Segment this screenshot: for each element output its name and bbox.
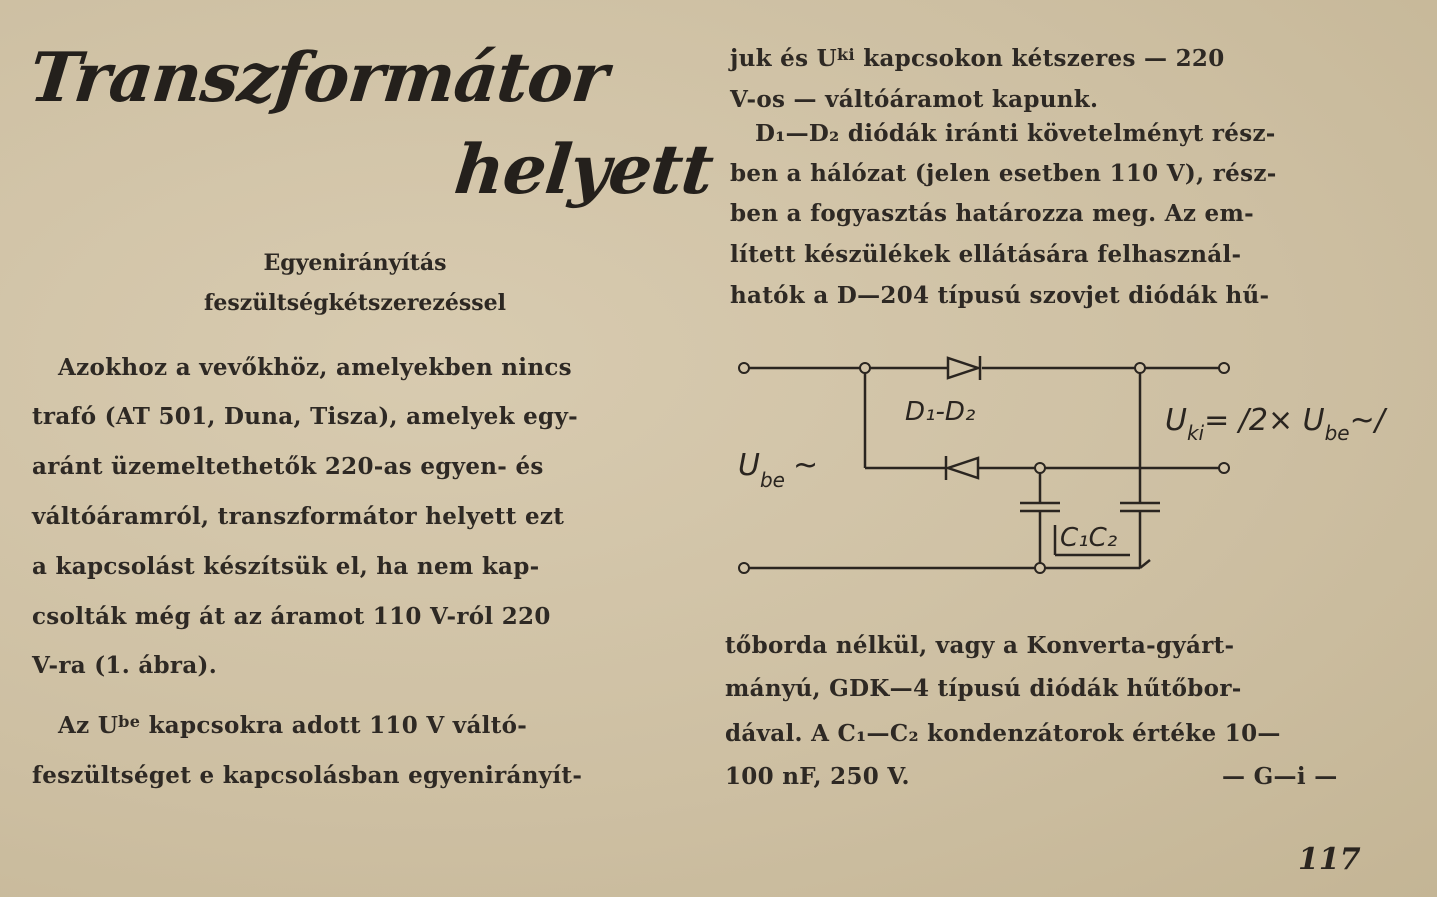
output-label: $U_{ki}= /2\times$ $U_{be}\sim/$ <box>1165 403 1385 445</box>
left-line-6: csolták még át az áramot 110 V-ról 220 <box>32 603 551 630</box>
left-line-1: Azokhoz a vevőkhöz, amelyekben nincs <box>58 354 572 381</box>
right-line-7: hatók a D—204 típusú szovjet diódák hű- <box>730 282 1270 309</box>
right-line-3: D₁—D₂ diódák iránti követelményt rész- <box>755 120 1276 147</box>
ube-subscript: be <box>118 712 141 731</box>
right-line-2: V-os — váltóáramot kapunk. <box>730 86 1099 113</box>
uki-subscript: ki <box>837 45 855 64</box>
right-line-5: ben a fogyasztás határozza meg. Az em- <box>730 200 1254 227</box>
left-line-2: trafó (AT 501, Duna, Tisza), amelyek egy- <box>32 403 578 430</box>
left-line-7: V-ra (1. ábra). <box>32 652 218 679</box>
right-line-6: lített készülékek ellátására felhasznál- <box>730 241 1242 268</box>
left-line-4: váltóáramról, transzformátor helyett ezt <box>32 503 565 530</box>
left-line-3: aránt üzemeltethetők 220-as egyen- és <box>32 453 544 480</box>
capacitor-label: C₁C₂ <box>1060 523 1118 553</box>
right-bottom-line-2: mányú, GDK—4 típusú diódák hűtőbor- <box>725 675 1242 702</box>
page-number: 117 <box>1298 842 1361 877</box>
title-line-2: helyett <box>450 130 717 210</box>
left-line-8: Az U be kapcsokra adott 110 V váltó- <box>58 712 528 739</box>
subtitle-line-1: Egyenirányítás <box>263 250 447 276</box>
left-line-9: feszültséget e kapcsolásban egyenirányít- <box>32 762 583 789</box>
right-bottom-line-4: 100 nF, 250 V. <box>725 763 910 790</box>
left-line-5: a kapcsolást készítsük el, ha nem kap- <box>32 553 540 580</box>
author-signature: — G—i — <box>1222 763 1338 790</box>
right-line-1: juk és U ki kapcsokon kétszeres — 220 <box>730 45 1225 72</box>
title-line-1: Transzformátor <box>25 38 612 118</box>
circuit-diagram <box>720 340 1435 590</box>
subtitle-line-2: feszültségkétszerezéssel <box>203 290 507 316</box>
input-label: $U_{be}$ ~ <box>738 448 819 492</box>
right-bottom-line-1: tőborda nélkül, vagy a Konverta-gyárt- <box>725 632 1235 659</box>
diode-label: D₁-D₂ <box>905 397 976 427</box>
right-line-4: ben a hálózat (jelen esetben 110 V), rész- <box>730 160 1277 187</box>
right-bottom-line-3: dával. A C₁—C₂ kondenzátorok értéke 10— <box>725 720 1281 747</box>
